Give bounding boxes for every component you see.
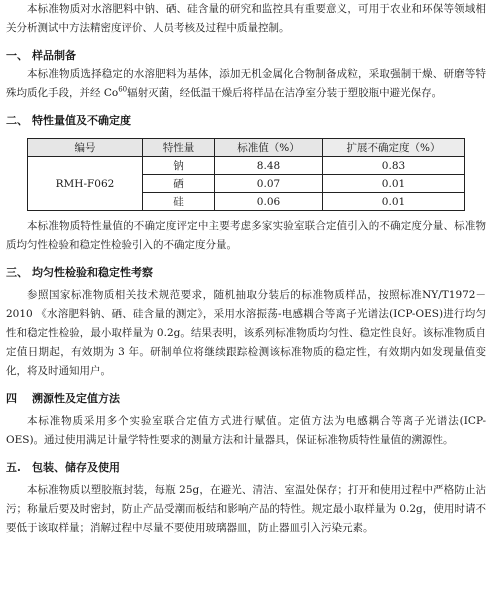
table-cell-uncertainty: 0.01	[323, 193, 465, 211]
packaging-paragraph: 本标准物质以塑胶瓶封装，每瓶 25g，在避光、清洁、室温处保存；打开和使用过程中严格防止沾污；称量后要及时密封，防止产品受潮而板结和影响产品的特性。规定最小取样量为 0.2g，使用时请不要低于该取样量；消解过程中尽量不要使用玻璃器皿，防止器皿引入污染元素。	[6, 484, 486, 534]
section-number: 二、	[6, 114, 28, 127]
section-number: 三、	[6, 266, 28, 279]
section-number: 五.	[6, 461, 21, 474]
section-number: 四	[6, 392, 17, 405]
property-values-table	[27, 138, 465, 211]
section-title: 溯源性及定值方法	[32, 392, 120, 405]
table-header-cell: 编号	[28, 139, 143, 157]
table-cell-value: 0.07	[215, 175, 323, 193]
section-title: 样品制备	[32, 49, 76, 62]
section-heading-traceability	[6, 389, 486, 408]
table-header-cell: 特性量	[143, 139, 215, 157]
table-cell-property: 硒	[143, 175, 215, 193]
table-header-cell: 扩展不确定度（%）	[323, 139, 465, 157]
section-heading-property-values	[6, 111, 486, 130]
table-cell-uncertainty: 0.01	[323, 175, 465, 193]
table-cell-property: 钠	[143, 157, 215, 175]
section-heading-packaging	[6, 458, 486, 477]
homogeneity-paragraph: 参照国家标准物质相关技术规范要求，随机抽取分装后的标准物质样品，按照标准NY/T1972－2010 《水溶肥料钠、硒、硅含量的测定》，采用水溶振荡-电感耦合等离子光谱法(ICP-OES)进行均匀性和稳定性检验，最小取样量为 0.2g。结果表明，该系列标准物质均匀性、稳定性良好。该标准物质自定值日期起，有效期为 3 年。研制单位将继续跟踪检测该标准物质的稳定性，有效期内如发现量值变化，将及时通知用户。	[6, 289, 486, 377]
table-cell-uncertainty: 0.83	[323, 157, 465, 175]
section-heading-sample-preparation	[6, 46, 486, 65]
sample-preparation-paragraph: 本标准物质选择稳定的水溶肥料为基体，添加无机金属化合物制备成粒，采取强制干燥、研磨等特殊均质化手段，并经 Co$^{60}$辐射灭菌，经低温干燥后将样品在洁净室分装于塑胶瓶中避光保存。	[6, 68, 486, 99]
isotope-superscript: 60	[118, 85, 128, 94]
section-title: 特性量值及不确定度	[32, 114, 131, 127]
section-number: 一、	[6, 49, 28, 62]
section-title: 均匀性检验和稳定性考察	[32, 266, 153, 279]
table-cell-value: 8.48	[215, 157, 323, 175]
uncertainty-note-paragraph: 本标准物质特性量值的不确定度评定中主要考虑多家实验室联合定值引入的不确定度分量、标准物质均匀性检验和稳定性检验引入的不确定度分量。	[6, 220, 486, 251]
section-heading-homogeneity	[6, 263, 486, 282]
table-row	[28, 157, 465, 175]
section-title: 包装、储存及使用	[32, 461, 120, 474]
table-cell-code: RMH-F062	[28, 157, 143, 211]
intro-paragraph: 本标准物质对水溶肥料中钠、硒、硅含量的研究和监控具有重要意义，可用于农业和环保等领域相关分析测试中方法精密度评价、人员考核及过程中质量控制。	[6, 3, 486, 34]
traceability-paragraph: 本标准物质采用多个实验室联合定值方式进行赋值。定值方法为电感耦合等离子光谱法(ICP-OES)。通过使用满足计量学特性要求的测量方法和计量器具，保证标准物质特性量值的溯源性。	[6, 415, 486, 446]
table-header-row	[28, 139, 465, 157]
table-cell-value: 0.06	[215, 193, 323, 211]
table-header-cell: 标准值（%）	[215, 139, 323, 157]
table-cell-property: 硅	[143, 193, 215, 211]
